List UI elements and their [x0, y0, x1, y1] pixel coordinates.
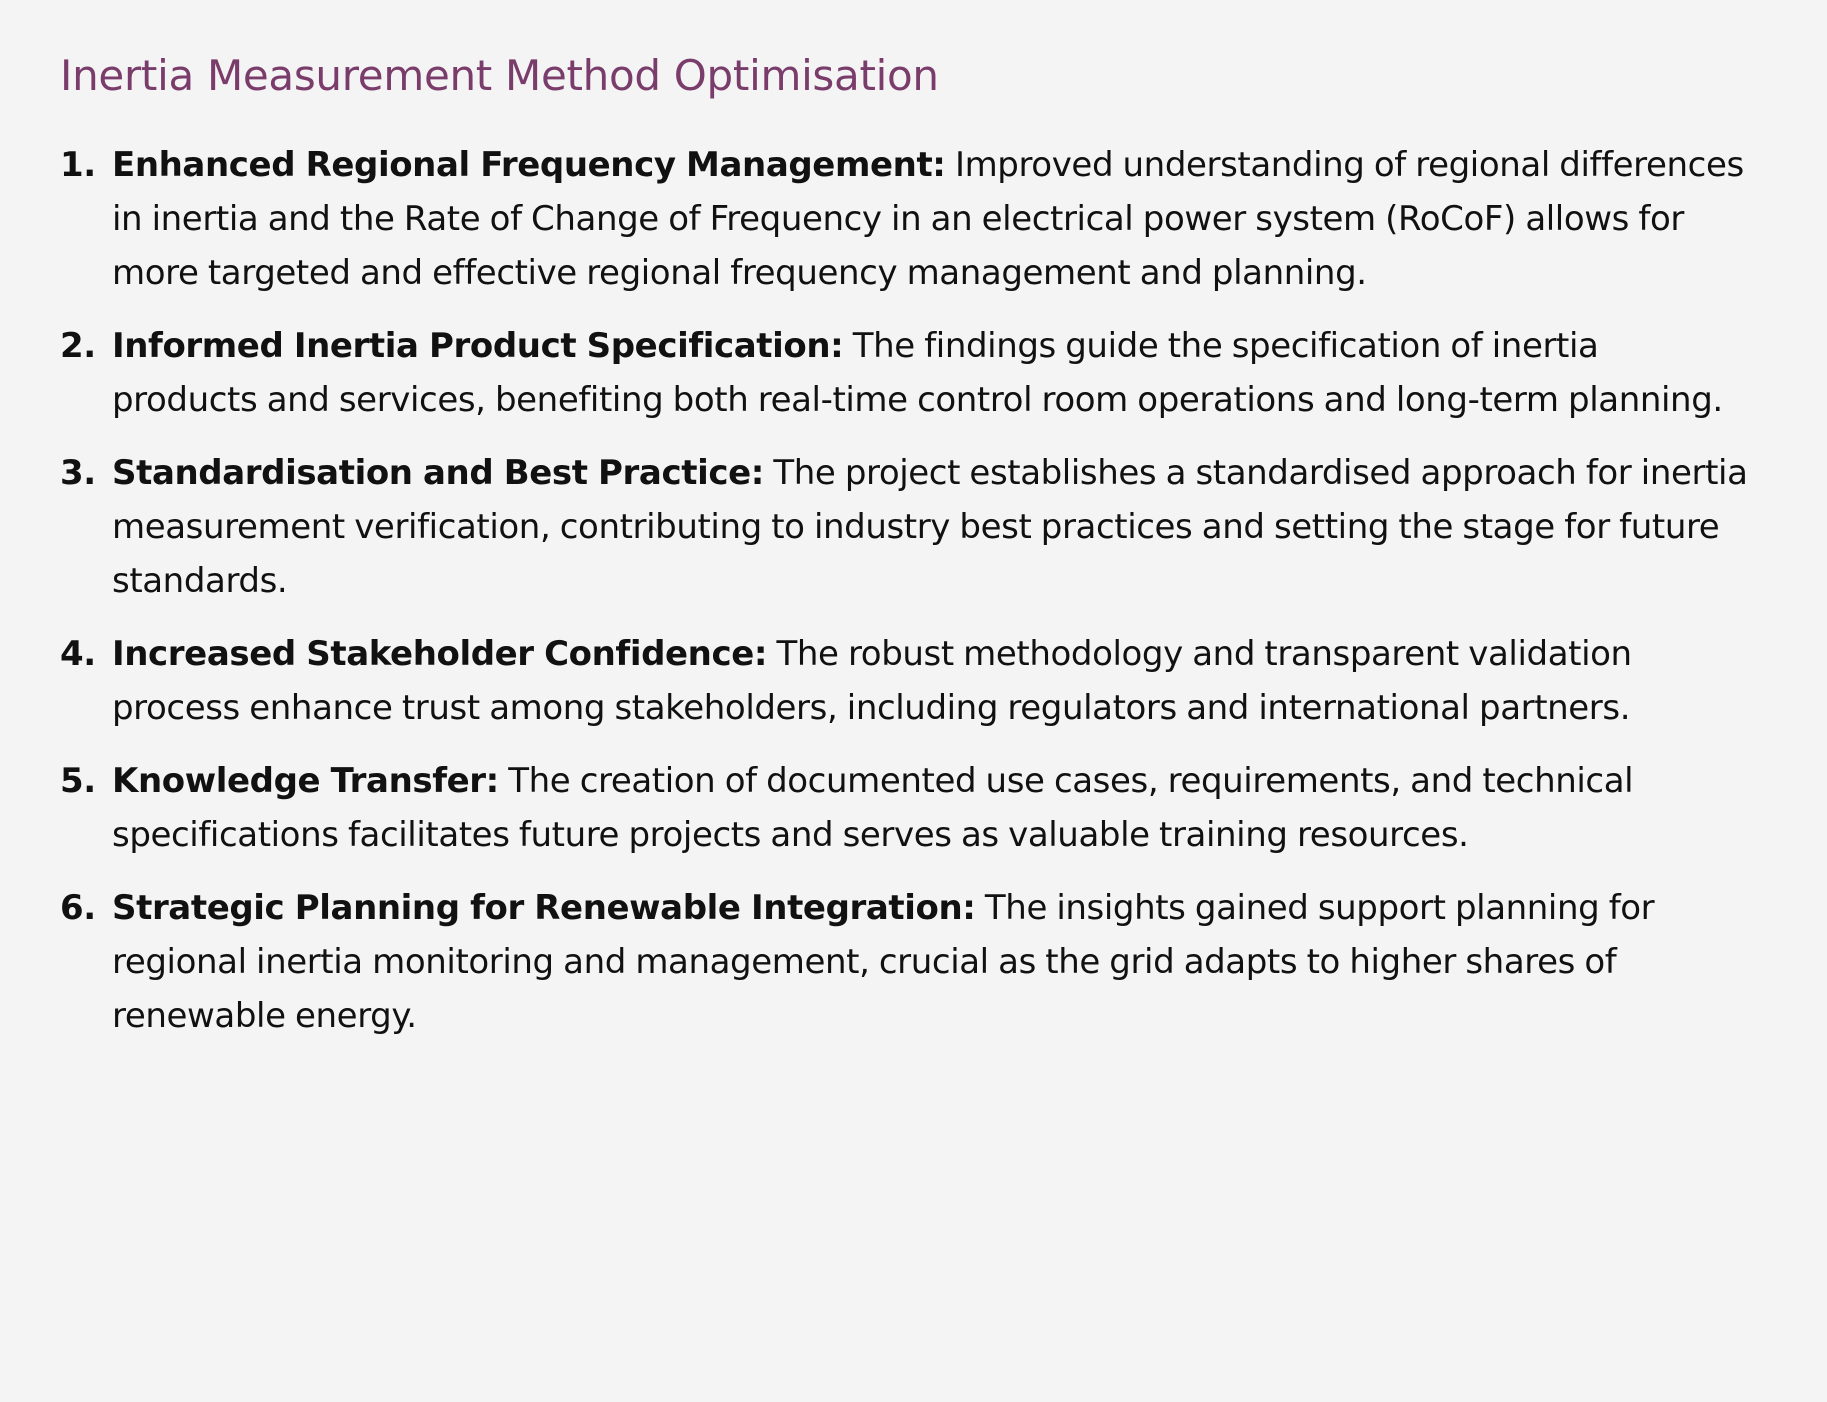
list-item-body: The creation of documented use cases, requirements, and technical specifications facilitates future projects and serves as valuable training resources. [112, 761, 1634, 855]
list-item-heading: Knowledge Transfer: [112, 761, 499, 801]
list-item [60, 881, 1750, 1043]
list-item-heading: Enhanced Regional Frequency Management: [112, 145, 946, 185]
list-item-number: 2. [60, 326, 96, 366]
list-item-heading: Strategic Planning for Renewable Integration: [112, 888, 976, 928]
page-title: Inertia Measurement Method Optimisation [60, 51, 939, 100]
list-item [60, 138, 1750, 300]
list-item [60, 319, 1750, 427]
list-item-heading: Increased Stakeholder Confidence: [112, 634, 768, 674]
list-item-heading: Informed Inertia Product Specification: [112, 326, 844, 366]
list-item-number: 6. [60, 888, 96, 928]
list-item-body: The findings guide the specification of inertia products and services, benefiting both real-time control room operations and long-term planning. [112, 326, 1723, 420]
list-item-number: 5. [60, 761, 96, 801]
list-item-heading: Standardisation and Best Practice: [112, 453, 764, 493]
list-item-number: 4. [60, 634, 96, 674]
list-item-number: 3. [60, 453, 96, 493]
list-item [60, 446, 1750, 608]
benefits-list [60, 138, 1750, 1043]
list-item [60, 627, 1750, 735]
list-item [60, 754, 1750, 862]
list-item-body: The insights gained support planning for regional inertia monitoring and management, crucial as the grid adapts to higher shares of renewable energy. [112, 888, 1655, 1036]
list-item-body: The project establishes a standardised approach for inertia measurement verification, contributing to industry best practices and setting the stage for future standards. [112, 453, 1748, 601]
list-item-body: The robust methodology and transparent validation process enhance trust among stakeholders, including regulators and international partners. [112, 634, 1632, 728]
list-item-number: 1. [60, 145, 96, 185]
list-item-body: Improved understanding of regional differences in inertia and the Rate of Change of Frequency in an electrical power system (RoCoF) allows for more targeted and effective regional frequency management and planning. [112, 145, 1744, 293]
